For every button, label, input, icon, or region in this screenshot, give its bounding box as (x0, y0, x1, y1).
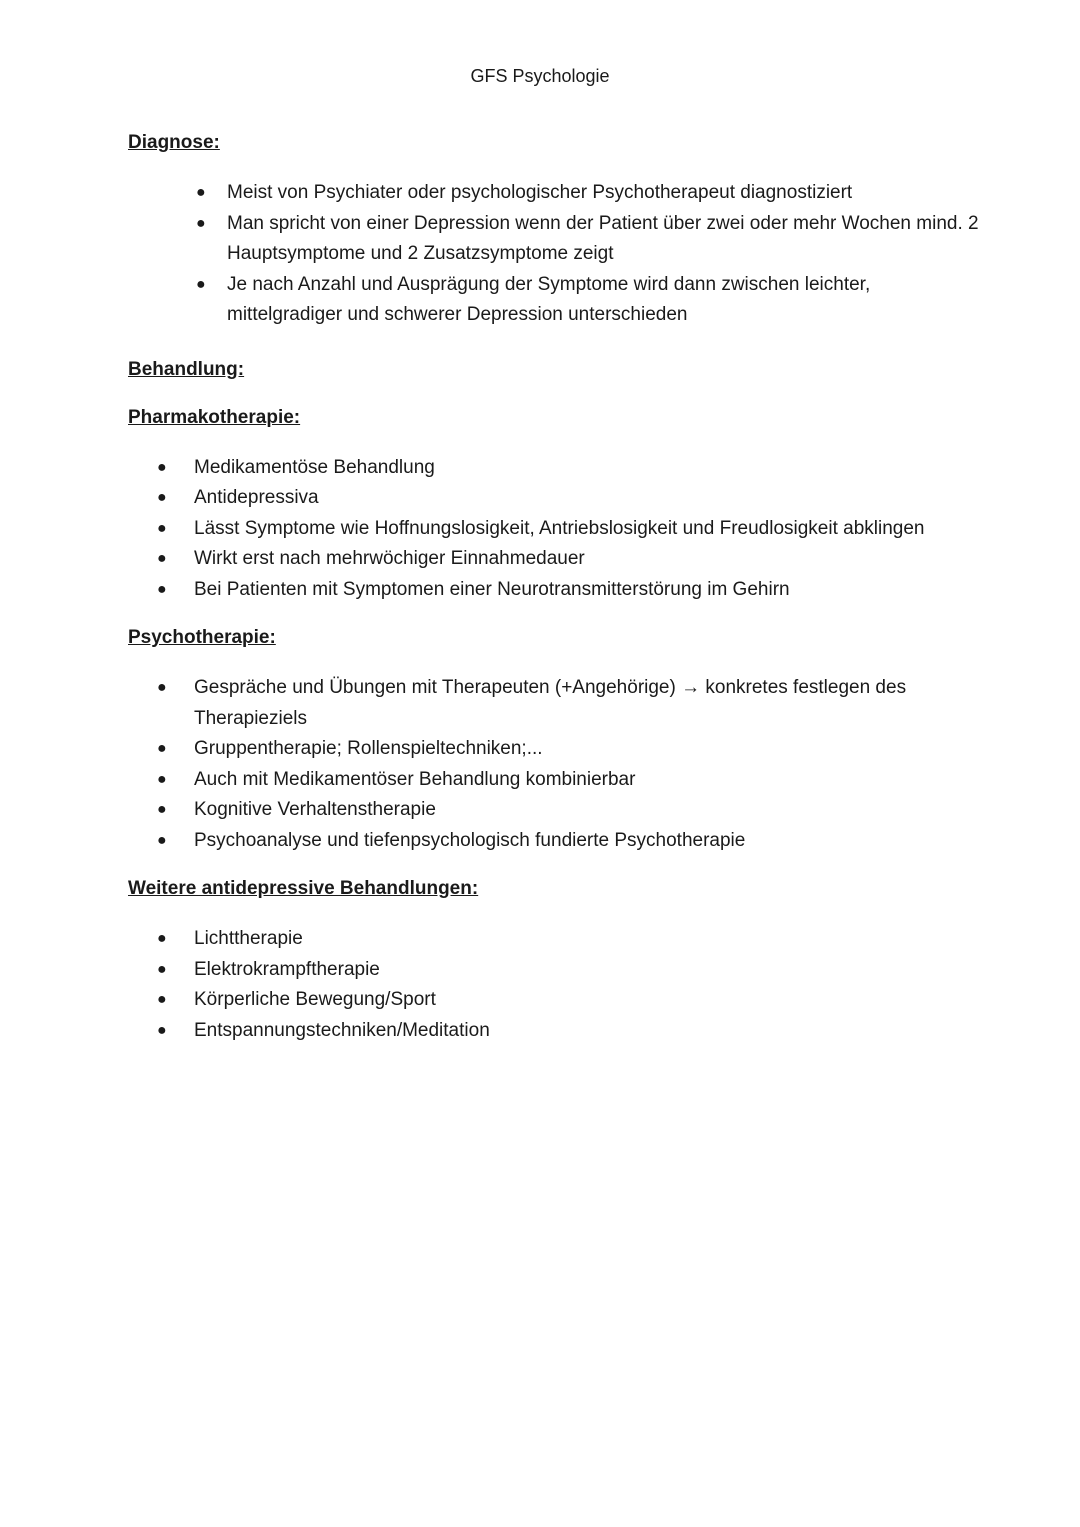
bullet-icon: ● (157, 801, 167, 818)
list-item (128, 483, 988, 514)
bullet-icon: ● (196, 214, 206, 232)
pharmakotherapie-list (128, 453, 988, 606)
list-item (128, 734, 988, 765)
bullet-icon: ● (196, 275, 206, 293)
sub-heading-psychotherapie: Psychotherapie: (128, 627, 276, 648)
document-body (128, 130, 988, 1046)
list-item (128, 514, 988, 545)
list-item (128, 209, 988, 270)
bullet-icon: ● (157, 960, 167, 978)
list-item (128, 270, 988, 331)
psychotherapie-list (128, 673, 988, 856)
list-item (128, 453, 988, 484)
list-item (128, 544, 988, 575)
page-header-title: GFS Psychologie (470, 66, 610, 86)
list-item (128, 575, 988, 606)
sub-heading-weitere-behandlungen: Weitere antidepressive Behandlungen: (128, 878, 479, 899)
bullet-icon: ● (157, 550, 167, 567)
list-item-text: Psychoanalyse und tiefenpsychologisch fundierte Psychotherapie (194, 829, 746, 851)
bullet-icon: ● (157, 740, 167, 757)
list-item-text: Gruppentherapie; Rollenspieltechniken;... (194, 738, 543, 759)
bullet-icon: ● (157, 580, 167, 598)
bullet-icon: ● (157, 489, 167, 506)
list-item (128, 178, 988, 209)
list-item (128, 1016, 988, 1047)
list-item (128, 985, 988, 1016)
bullet-icon: ● (157, 991, 167, 1008)
sub-heading-pharmakotherapie: Pharmakotherapie: (128, 406, 301, 428)
weitere-behandlungen-list (128, 924, 988, 1046)
list-item (128, 955, 988, 986)
list-item (128, 795, 988, 826)
list-item-text: Je nach Anzahl und Ausprägung der Symptome wird dann zwischen leichter, mittelgradiger und schwerer Depression unterschieden (227, 273, 871, 325)
list-item (128, 673, 988, 734)
list-item (128, 826, 988, 857)
bullet-icon: ● (157, 519, 167, 537)
bullet-icon: ● (157, 1021, 167, 1039)
bullet-icon: ● (157, 458, 167, 476)
list-item-text: Gespräche und Übungen mit Therapeuten (+Angehörige) → konkretes festlegen des Therapieziels (194, 677, 907, 729)
list-item-text: Kognitive Verhaltenstherapie (194, 799, 436, 820)
list-item-text: Man spricht von einer Depression wenn der Patient über zwei oder mehr Wochen mind. 2 Hauptsymptome und 2 Zusatzsymptome zeigt (227, 212, 979, 264)
list-item-text: Bei Patienten mit Symptomen einer Neurotransmitterstörung im Gehirn (194, 578, 790, 600)
list-item-text: Entspannungstechniken/Meditation (194, 1019, 490, 1041)
bullet-icon: ● (157, 831, 167, 849)
bullet-icon: ● (157, 679, 167, 696)
bullet-icon: ● (157, 770, 167, 788)
bullet-icon: ● (196, 184, 206, 201)
bullet-icon: ● (157, 930, 167, 947)
list-item-text: Medikamentöse Behandlung (194, 456, 435, 478)
section-heading-behandlung: Behandlung: (128, 358, 245, 380)
list-item-text: Antidepressiva (194, 487, 319, 508)
list-item-text: Wirkt erst nach mehrwöchiger Einnahmedauer (194, 548, 585, 569)
list-item-text: Meist von Psychiater oder psychologischer Psychotherapeut diagnostiziert (227, 182, 853, 203)
list-item-text: Lässt Symptome wie Hoffnungslosigkeit, Antriebslosigkeit und Freudlosigkeit abklingen (194, 517, 925, 539)
list-item-text: Elektrokrampftherapie (194, 958, 380, 980)
list-item-text: Lichttherapie (194, 928, 303, 949)
section-heading-diagnose: Diagnose: (128, 132, 220, 153)
diagnose-list (128, 178, 988, 331)
list-item-text: Körperliche Bewegung/Sport (194, 989, 436, 1010)
list-item (128, 924, 988, 955)
list-item (128, 765, 988, 796)
list-item-text: Auch mit Medikamentöser Behandlung kombinierbar (194, 768, 636, 790)
